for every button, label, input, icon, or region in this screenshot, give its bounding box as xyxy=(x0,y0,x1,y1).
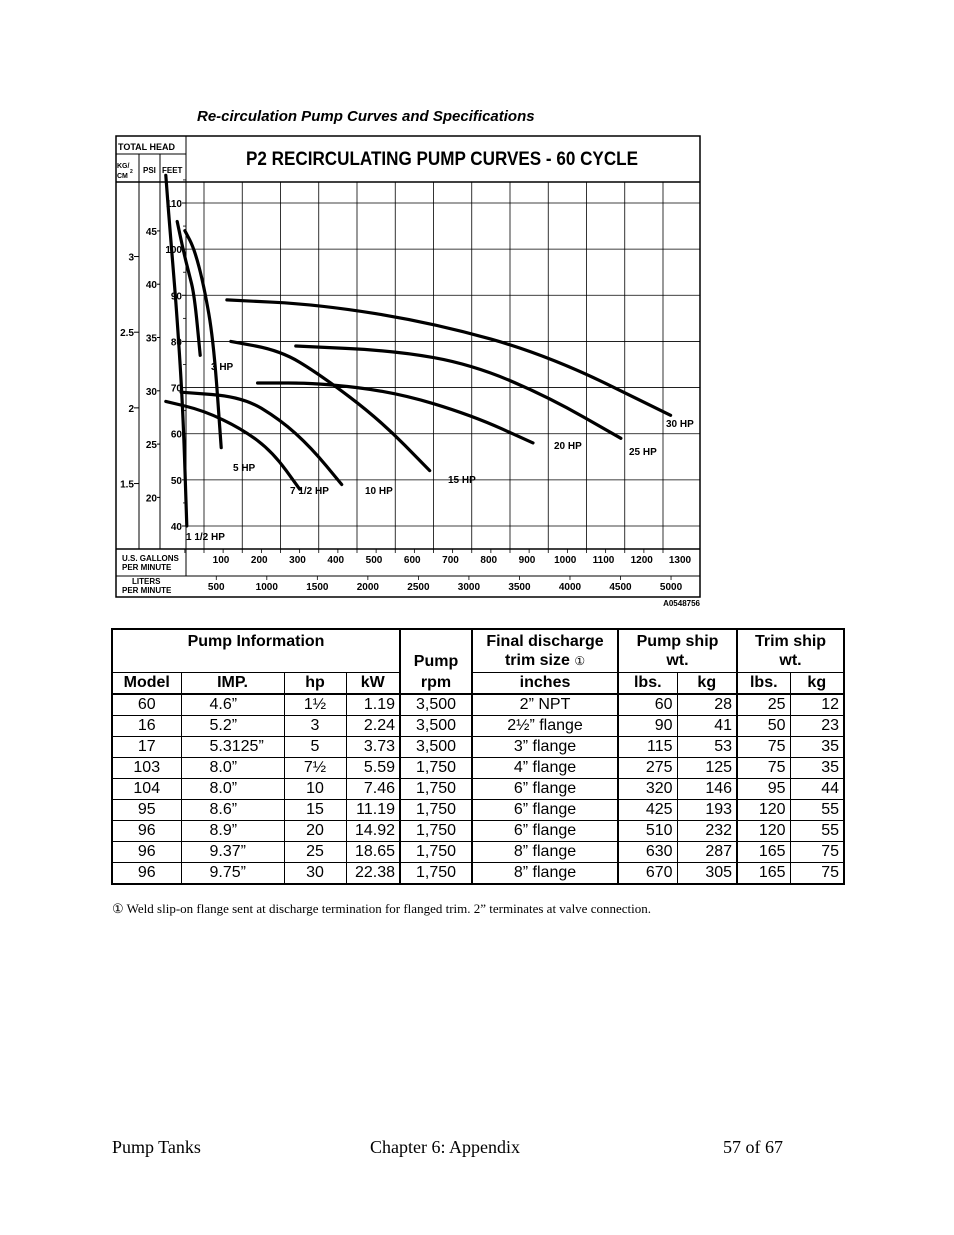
table-row xyxy=(112,737,844,758)
cell-trim-kg: 12 xyxy=(790,694,844,716)
kg-label-2: CM xyxy=(117,173,128,180)
cell-pump-kg: 125 xyxy=(677,758,737,779)
cell-pump-kg: 146 xyxy=(677,779,737,800)
chart-grid xyxy=(186,182,700,549)
cell-trim-lbs: 75 xyxy=(737,737,790,758)
cell-rpm: 1,750 xyxy=(400,758,472,779)
cell-pump-kg: 193 xyxy=(677,800,737,821)
cell-pump-kg: 53 xyxy=(677,737,737,758)
cell-trim-lbs: 25 xyxy=(737,694,790,716)
col-trim-kg: kg xyxy=(790,673,844,695)
cell-hp: 15 xyxy=(284,800,346,821)
cell-pump-lbs: 670 xyxy=(618,863,677,885)
cell-trim-kg: 23 xyxy=(790,716,844,737)
chart-code: A0548756 xyxy=(663,599,700,608)
total-head-label: TOTAL HEAD xyxy=(118,142,176,152)
cell-rpm: 3,500 xyxy=(400,716,472,737)
cell-pump-lbs: 320 xyxy=(618,779,677,800)
gpm-tick-label: 1000 xyxy=(554,555,577,566)
table-row xyxy=(112,863,844,885)
gpm-tick-label: 900 xyxy=(518,555,536,566)
header-final-discharge: Final discharge trim size ① xyxy=(472,629,618,673)
cell-imp: 4.6” xyxy=(181,694,284,716)
curve-label: 10 HP xyxy=(365,486,393,497)
lpm-tick-label: 1000 xyxy=(255,582,278,593)
cell-model: 17 xyxy=(112,737,181,758)
table-row xyxy=(112,758,844,779)
col-pump-lbs: lbs. xyxy=(618,673,677,695)
cell-trim: 6” flange xyxy=(472,821,618,842)
cell-kw: 18.65 xyxy=(346,842,400,863)
cell-hp: 20 xyxy=(284,821,346,842)
cell-model: 103 xyxy=(112,758,181,779)
footer-right: 57 of 67 xyxy=(723,1137,783,1157)
cell-trim: 2” NPT xyxy=(472,694,618,716)
kg-label-1: KG/ xyxy=(117,163,130,170)
cell-rpm: 1,750 xyxy=(400,842,472,863)
cell-rpm: 3,500 xyxy=(400,694,472,716)
cell-imp: 5.2” xyxy=(181,716,284,737)
pump-spec-table xyxy=(111,628,845,885)
curve-label: 25 HP xyxy=(629,447,657,458)
feet-tick-label: 100 xyxy=(165,245,182,257)
footnote: ① Weld slip-on flange sent at discharge termination for flanged trim. 2” terminates at valve connection. xyxy=(112,901,651,916)
col-kw: kW xyxy=(346,673,400,695)
lpm-tick-label: 3500 xyxy=(508,582,531,593)
cell-kw: 5.59 xyxy=(346,758,400,779)
table-group-header-row xyxy=(112,629,844,673)
lpm-tick-label: 4000 xyxy=(558,582,582,593)
cell-hp: 3 xyxy=(284,716,346,737)
cell-trim-kg: 55 xyxy=(790,821,844,842)
cell-pump-kg: 232 xyxy=(677,821,737,842)
lpm-label-2: PER MINUTE xyxy=(122,586,172,595)
col-model: Model xyxy=(112,673,181,695)
lpm-label-1: LITERS xyxy=(132,577,161,586)
cell-kw: 11.19 xyxy=(346,800,400,821)
lpm-tick-label: 1500 xyxy=(306,582,329,593)
lpm-tick-label: 500 xyxy=(207,582,225,593)
kg-tick-label: 2 xyxy=(128,403,134,415)
cell-hp: 30 xyxy=(284,863,346,885)
psi-tick-label: 40 xyxy=(145,280,157,292)
cell-rpm: 1,750 xyxy=(400,863,472,885)
curve-label: 30 HP xyxy=(666,419,694,430)
cell-hp: 10 xyxy=(284,779,346,800)
cell-trim-kg: 35 xyxy=(790,737,844,758)
cell-kw: 7.46 xyxy=(346,779,400,800)
curve-label: 1 1/2 HP xyxy=(186,532,225,543)
table-row xyxy=(112,694,844,716)
header-trim-ship-wt: Trim ship wt. xyxy=(737,629,844,673)
col-trim-lbs: lbs. xyxy=(737,673,790,695)
cell-pump-kg: 305 xyxy=(677,863,737,885)
psi-tick-label: 30 xyxy=(145,386,157,398)
cell-imp: 8.9” xyxy=(181,821,284,842)
chart-title: P2 RECIRCULATING PUMP CURVES - 60 CYCLE xyxy=(246,149,638,170)
col-pump-kg: kg xyxy=(677,673,737,695)
header-pump-information: Pump Information xyxy=(112,629,400,673)
col-imp: IMP. xyxy=(181,673,284,695)
cell-pump-lbs: 630 xyxy=(618,842,677,863)
cell-pump-lbs: 60 xyxy=(618,694,677,716)
cell-trim: 8” flange xyxy=(472,842,618,863)
cell-rpm: 1,750 xyxy=(400,779,472,800)
cell-pump-lbs: 510 xyxy=(618,821,677,842)
cell-model: 16 xyxy=(112,716,181,737)
feet-tick-label: 50 xyxy=(170,475,182,487)
cell-trim-kg: 55 xyxy=(790,800,844,821)
gpm-tick-label: 500 xyxy=(365,555,383,566)
cell-trim-lbs: 165 xyxy=(737,842,790,863)
feet-tick-label: 90 xyxy=(170,291,182,303)
cell-trim-lbs: 120 xyxy=(737,821,790,842)
header-pump-ship-wt: Pump ship wt. xyxy=(618,629,737,673)
cell-trim-lbs: 50 xyxy=(737,716,790,737)
feet-label: FEET xyxy=(162,166,183,175)
feet-tick-label: 60 xyxy=(170,429,182,441)
kg-label-sup: 2 xyxy=(130,169,133,175)
gpm-tick-label: 1100 xyxy=(592,555,615,566)
gpm-tick-label: 700 xyxy=(442,555,459,566)
cell-model: 96 xyxy=(112,863,181,885)
table-column-header-row xyxy=(112,673,844,695)
cell-trim: 8” flange xyxy=(472,863,618,885)
footnote-marker: ① xyxy=(574,654,586,668)
cell-rpm: 3,500 xyxy=(400,737,472,758)
cell-kw: 22.38 xyxy=(346,863,400,885)
cell-model: 95 xyxy=(112,800,181,821)
psi-tick-label: 45 xyxy=(145,226,157,238)
col-hp: hp xyxy=(284,673,346,695)
gpm-tick-label: 400 xyxy=(327,555,345,566)
cell-pump-lbs: 115 xyxy=(618,737,677,758)
cell-imp: 5.3125” xyxy=(181,737,284,758)
pump-curve-line xyxy=(177,222,200,356)
lpm-tick-label: 2500 xyxy=(407,582,430,593)
col-inches: inches xyxy=(472,673,618,695)
kg-tick-label: 1.5 xyxy=(120,479,134,491)
kg-tick-label: 3 xyxy=(128,252,134,264)
cell-pump-lbs: 275 xyxy=(618,758,677,779)
cell-trim: 6” flange xyxy=(472,800,618,821)
psi-label: PSI xyxy=(143,166,156,175)
pump-curve-line xyxy=(166,175,187,526)
cell-kw: 1.19 xyxy=(346,694,400,716)
psi-tick-label: 20 xyxy=(145,493,157,505)
curve-label: 3 HP xyxy=(211,362,234,373)
cell-trim-lbs: 120 xyxy=(737,800,790,821)
gpm-tick-label: 1200 xyxy=(630,555,653,566)
table-row xyxy=(112,821,844,842)
cell-imp: 9.75” xyxy=(181,863,284,885)
feet-tick-label: 80 xyxy=(170,337,182,349)
cell-rpm: 1,750 xyxy=(400,800,472,821)
cell-trim-lbs: 75 xyxy=(737,758,790,779)
cell-model: 96 xyxy=(112,821,181,842)
cell-pump-kg: 287 xyxy=(677,842,737,863)
psi-tick-label: 35 xyxy=(145,333,157,345)
cell-hp: 1½ xyxy=(284,694,346,716)
header-pump-rpm: Pump rpm xyxy=(400,629,472,694)
cell-trim-lbs: 95 xyxy=(737,779,790,800)
cell-pump-lbs: 90 xyxy=(618,716,677,737)
section-title: Re-circulation Pump Curves and Specifications xyxy=(197,108,535,125)
cell-kw: 14.92 xyxy=(346,821,400,842)
gpm-tick-label: 100 xyxy=(212,555,230,566)
psi-tick-label: 25 xyxy=(145,440,157,452)
table-row xyxy=(112,779,844,800)
cell-pump-lbs: 425 xyxy=(618,800,677,821)
gpm-tick-label: 200 xyxy=(250,555,268,566)
cell-model: 96 xyxy=(112,842,181,863)
feet-tick-label: 70 xyxy=(170,383,182,395)
cell-kw: 2.24 xyxy=(346,716,400,737)
cell-imp: 8.0” xyxy=(181,758,284,779)
feet-tick-label: 110 xyxy=(165,199,182,210)
cell-kw: 3.73 xyxy=(346,737,400,758)
cell-imp: 8.6” xyxy=(181,800,284,821)
curve-label: 5 HP xyxy=(233,463,256,474)
curve-label: 7 1/2 HP xyxy=(290,486,329,497)
cell-trim-kg: 75 xyxy=(790,863,844,885)
lpm-tick-label: 2000 xyxy=(356,582,379,593)
table-row xyxy=(112,716,844,737)
pump-curve-line xyxy=(181,392,342,484)
footer-left: Pump Tanks xyxy=(112,1137,201,1157)
lpm-tick-label: 4500 xyxy=(609,582,632,593)
curve-label: 20 HP xyxy=(554,441,582,452)
cell-pump-kg: 28 xyxy=(677,694,737,716)
gpm-label-1: U.S. GALLONS xyxy=(122,554,179,563)
gpm-tick-label: 1300 xyxy=(668,555,692,566)
cell-trim-kg: 44 xyxy=(790,779,844,800)
cell-trim-kg: 75 xyxy=(790,842,844,863)
cell-rpm: 1,750 xyxy=(400,821,472,842)
gpm-label-2: PER MINUTE xyxy=(122,563,172,572)
cell-model: 60 xyxy=(112,694,181,716)
feet-tick-label: 40 xyxy=(170,522,182,533)
cell-trim-kg: 35 xyxy=(790,758,844,779)
cell-trim-lbs: 165 xyxy=(737,863,790,885)
curve-label: 15 HP xyxy=(448,475,476,486)
table-row xyxy=(112,800,844,821)
gpm-tick-label: 800 xyxy=(480,555,498,566)
cell-model: 104 xyxy=(112,779,181,800)
gpm-tick-label: 600 xyxy=(403,555,421,566)
cell-hp: 25 xyxy=(284,842,346,863)
cell-hp: 7½ xyxy=(284,758,346,779)
cell-hp: 5 xyxy=(284,737,346,758)
table-body xyxy=(112,694,844,884)
cell-trim: 6” flange xyxy=(472,779,618,800)
cell-pump-kg: 41 xyxy=(677,716,737,737)
lpm-tick-label: 5000 xyxy=(659,582,683,593)
gpm-tick-label: 300 xyxy=(289,555,306,566)
cell-imp: 9.37” xyxy=(181,842,284,863)
cell-trim: 4” flange xyxy=(472,758,618,779)
lpm-tick-label: 3000 xyxy=(457,582,481,593)
footer-center: Chapter 6: Appendix xyxy=(370,1137,520,1157)
cell-trim: 3” flange xyxy=(472,737,618,758)
cell-trim: 2½” flange xyxy=(472,716,618,737)
kg-tick-label: 2.5 xyxy=(120,328,134,340)
cell-imp: 8.0” xyxy=(181,779,284,800)
table-row xyxy=(112,842,844,863)
